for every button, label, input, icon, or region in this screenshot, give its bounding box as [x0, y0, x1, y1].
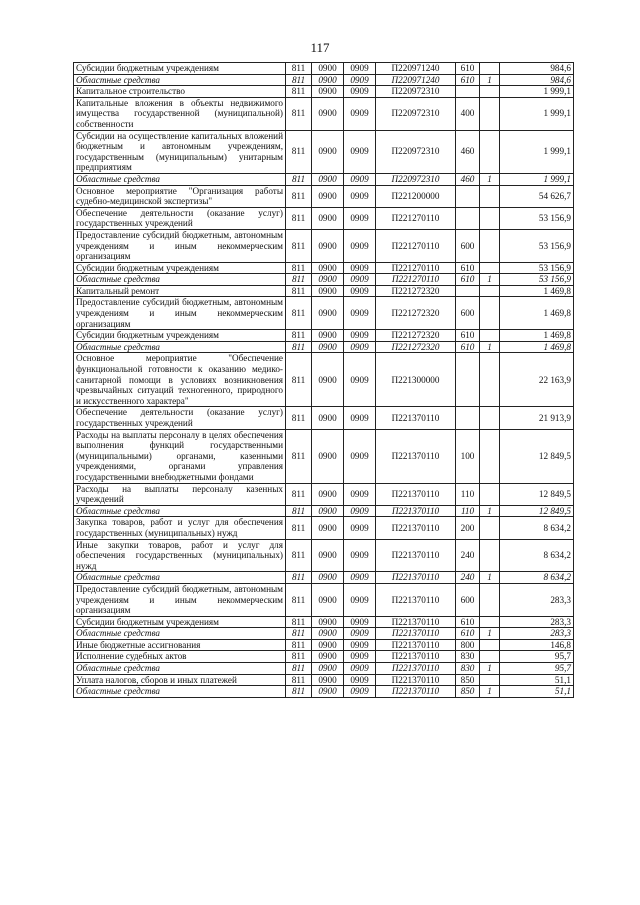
- amount-cell: 51,1: [500, 674, 574, 686]
- section-code-cell: 0900: [312, 505, 344, 517]
- expense-type-cell: 800: [456, 639, 480, 651]
- table-row-regional-funds: [74, 341, 574, 353]
- subsection-code-cell: 0909: [344, 517, 376, 539]
- subsection-code-cell: 0909: [344, 229, 376, 262]
- subsection-code-cell: 0909: [344, 505, 376, 517]
- fund-source-cell: [480, 185, 500, 207]
- target-article-cell: П220972310: [376, 86, 456, 98]
- budget-table-body: [74, 63, 574, 698]
- expense-type-cell: 600: [456, 297, 480, 330]
- item-name-cell: Субсидии бюджетным учреждениям: [74, 330, 286, 342]
- subsection-code-cell: 0909: [344, 262, 376, 274]
- table-row: [74, 539, 574, 572]
- ministry-code-cell: 811: [286, 628, 312, 640]
- item-name-cell: Областные средства: [74, 274, 286, 286]
- table-row-regional-funds: [74, 274, 574, 286]
- section-code-cell: 0900: [312, 130, 344, 173]
- fund-source-cell: 1: [480, 341, 500, 353]
- item-name-cell: Субсидии бюджетным учреждениям: [74, 616, 286, 628]
- item-name-cell: Областные средства: [74, 686, 286, 698]
- ministry-code-cell: 811: [286, 207, 312, 229]
- table-row: [74, 185, 574, 207]
- fund-source-cell: [480, 651, 500, 663]
- table-row: [74, 207, 574, 229]
- section-code-cell: 0900: [312, 407, 344, 429]
- target-article-cell: П221370110: [376, 407, 456, 429]
- section-code-cell: 0900: [312, 274, 344, 286]
- item-name-cell: Областные средства: [74, 173, 286, 185]
- section-code-cell: 0900: [312, 663, 344, 675]
- expense-type-cell: 240: [456, 572, 480, 584]
- table-row-regional-funds: [74, 628, 574, 640]
- fund-source-cell: 1: [480, 663, 500, 675]
- expense-type-cell: 200: [456, 517, 480, 539]
- section-code-cell: 0900: [312, 686, 344, 698]
- item-name-cell: Капитальное строительство: [74, 86, 286, 98]
- item-name-cell: Областные средства: [74, 505, 286, 517]
- table-row-regional-funds: [74, 173, 574, 185]
- subsection-code-cell: 0909: [344, 651, 376, 663]
- target-article-cell: П221370110: [376, 429, 456, 483]
- fund-source-cell: [480, 63, 500, 75]
- budget-table: [73, 62, 574, 698]
- section-code-cell: 0900: [312, 229, 344, 262]
- page-number: 117: [310, 40, 330, 55]
- fund-source-cell: [480, 616, 500, 628]
- ministry-code-cell: 811: [286, 297, 312, 330]
- ministry-code-cell: 811: [286, 74, 312, 86]
- expense-type-cell: 610: [456, 341, 480, 353]
- table-row-regional-funds: [74, 74, 574, 86]
- target-article-cell: П221200000: [376, 185, 456, 207]
- amount-cell: 53 156,9: [500, 274, 574, 286]
- ministry-code-cell: 811: [286, 572, 312, 584]
- subsection-code-cell: 0909: [344, 63, 376, 75]
- target-article-cell: П221370110: [376, 651, 456, 663]
- expense-type-cell: 400: [456, 97, 480, 130]
- amount-cell: 8 634,2: [500, 517, 574, 539]
- target-article-cell: П221370110: [376, 517, 456, 539]
- target-article-cell: П221270110: [376, 207, 456, 229]
- ministry-code-cell: 811: [286, 663, 312, 675]
- target-article-cell: П221270110: [376, 229, 456, 262]
- item-name-cell: Областные средства: [74, 663, 286, 675]
- expense-type-cell: 110: [456, 483, 480, 505]
- amount-cell: 984,6: [500, 74, 574, 86]
- item-name-cell: Субсидии бюджетным учреждениям: [74, 262, 286, 274]
- ministry-code-cell: 811: [286, 262, 312, 274]
- target-article-cell: П221300000: [376, 353, 456, 407]
- table-row: [74, 285, 574, 297]
- ministry-code-cell: 811: [286, 330, 312, 342]
- amount-cell: 95,7: [500, 651, 574, 663]
- fund-source-cell: [480, 262, 500, 274]
- fund-source-cell: [480, 539, 500, 572]
- target-article-cell: П220971240: [376, 74, 456, 86]
- item-name-cell: Обеспечение деятельности (оказание услуг) государственных учреждений: [74, 407, 286, 429]
- table-row: [74, 616, 574, 628]
- amount-cell: 22 163,9: [500, 353, 574, 407]
- amount-cell: 8 634,2: [500, 572, 574, 584]
- target-article-cell: П221270110: [376, 262, 456, 274]
- section-code-cell: 0900: [312, 628, 344, 640]
- amount-cell: 1 469,8: [500, 341, 574, 353]
- fund-source-cell: 1: [480, 628, 500, 640]
- item-name-cell: Предоставление субсидий бюджетным, автономным учреждениям и иным некоммерческим организациям: [74, 229, 286, 262]
- expense-type-cell: 600: [456, 583, 480, 616]
- target-article-cell: П221272320: [376, 330, 456, 342]
- ministry-code-cell: 811: [286, 407, 312, 429]
- ministry-code-cell: 811: [286, 86, 312, 98]
- subsection-code-cell: 0909: [344, 483, 376, 505]
- subsection-code-cell: 0909: [344, 616, 376, 628]
- section-code-cell: 0900: [312, 173, 344, 185]
- fund-source-cell: [480, 97, 500, 130]
- expense-type-cell: 610: [456, 262, 480, 274]
- fund-source-cell: [480, 330, 500, 342]
- table-row: [74, 407, 574, 429]
- ministry-code-cell: 811: [286, 583, 312, 616]
- fund-source-cell: [480, 674, 500, 686]
- item-name-cell: Капитальные вложения в объекты недвижимого имущества государственной (муниципальной) собственности: [74, 97, 286, 130]
- target-article-cell: П221370110: [376, 663, 456, 675]
- target-article-cell: П221270110: [376, 274, 456, 286]
- fund-source-cell: 1: [480, 74, 500, 86]
- expense-type-cell: 610: [456, 616, 480, 628]
- item-name-cell: Исполнение судебных актов: [74, 651, 286, 663]
- subsection-code-cell: 0909: [344, 674, 376, 686]
- expense-type-cell: 610: [456, 330, 480, 342]
- section-code-cell: 0900: [312, 341, 344, 353]
- expense-type-cell: 110: [456, 505, 480, 517]
- section-code-cell: 0900: [312, 63, 344, 75]
- target-article-cell: П220972310: [376, 130, 456, 173]
- ministry-code-cell: 811: [286, 651, 312, 663]
- table-row-regional-funds: [74, 686, 574, 698]
- table-row: [74, 517, 574, 539]
- target-article-cell: П221370110: [376, 674, 456, 686]
- section-code-cell: 0900: [312, 97, 344, 130]
- expense-type-cell: [456, 207, 480, 229]
- amount-cell: 146,8: [500, 639, 574, 651]
- table-row: [74, 651, 574, 663]
- subsection-code-cell: 0909: [344, 97, 376, 130]
- fund-source-cell: [480, 297, 500, 330]
- target-article-cell: П221370110: [376, 505, 456, 517]
- amount-cell: 12 849,5: [500, 483, 574, 505]
- ministry-code-cell: 811: [286, 686, 312, 698]
- section-code-cell: 0900: [312, 285, 344, 297]
- subsection-code-cell: 0909: [344, 297, 376, 330]
- ministry-code-cell: 811: [286, 517, 312, 539]
- expense-type-cell: 240: [456, 539, 480, 572]
- fund-source-cell: [480, 285, 500, 297]
- target-article-cell: П221272320: [376, 341, 456, 353]
- subsection-code-cell: 0909: [344, 639, 376, 651]
- target-article-cell: П221370110: [376, 616, 456, 628]
- expense-type-cell: 460: [456, 130, 480, 173]
- item-name-cell: Уплата налогов, сборов и иных платежей: [74, 674, 286, 686]
- section-code-cell: 0900: [312, 353, 344, 407]
- target-article-cell: П221370110: [376, 628, 456, 640]
- fund-source-cell: 1: [480, 173, 500, 185]
- ministry-code-cell: 811: [286, 639, 312, 651]
- subsection-code-cell: 0909: [344, 583, 376, 616]
- amount-cell: 1 999,1: [500, 173, 574, 185]
- section-code-cell: 0900: [312, 674, 344, 686]
- table-row: [74, 130, 574, 173]
- expense-type-cell: 610: [456, 274, 480, 286]
- expense-type-cell: [456, 353, 480, 407]
- subsection-code-cell: 0909: [344, 86, 376, 98]
- ministry-code-cell: 811: [286, 63, 312, 75]
- expense-type-cell: [456, 285, 480, 297]
- item-name-cell: Основное мероприятие "Организация работы судебно-медицинской экспертизы": [74, 185, 286, 207]
- item-name-cell: Иные бюджетные ассигнования: [74, 639, 286, 651]
- amount-cell: 95,7: [500, 663, 574, 675]
- table-row: [74, 583, 574, 616]
- fund-source-cell: 1: [480, 572, 500, 584]
- subsection-code-cell: 0909: [344, 274, 376, 286]
- ministry-code-cell: 811: [286, 483, 312, 505]
- amount-cell: 53 156,9: [500, 229, 574, 262]
- amount-cell: 53 156,9: [500, 262, 574, 274]
- table-row: [74, 262, 574, 274]
- table-row: [74, 674, 574, 686]
- table-row: [74, 639, 574, 651]
- table-row-regional-funds: [74, 505, 574, 517]
- item-name-cell: Закупка товаров, работ и услуг для обеспечения государственных (муниципальных) нужд: [74, 517, 286, 539]
- section-code-cell: 0900: [312, 185, 344, 207]
- subsection-code-cell: 0909: [344, 341, 376, 353]
- ministry-code-cell: 811: [286, 229, 312, 262]
- target-article-cell: П221272320: [376, 297, 456, 330]
- amount-cell: 1 999,1: [500, 130, 574, 173]
- amount-cell: 51,1: [500, 686, 574, 698]
- table-row-regional-funds: [74, 663, 574, 675]
- item-name-cell: Расходы на выплаты персоналу в целях обеспечения выполнения функций государственными (муниципальными) органами, казенными учреждениями, органами управления государственными внебюджетными фондами: [74, 429, 286, 483]
- ministry-code-cell: 811: [286, 539, 312, 572]
- ministry-code-cell: 811: [286, 429, 312, 483]
- table-row: [74, 229, 574, 262]
- item-name-cell: Обеспечение деятельности (оказание услуг) государственных учреждений: [74, 207, 286, 229]
- expense-type-cell: 850: [456, 686, 480, 698]
- section-code-cell: 0900: [312, 429, 344, 483]
- fund-source-cell: [480, 207, 500, 229]
- fund-source-cell: [480, 483, 500, 505]
- expense-type-cell: 600: [456, 229, 480, 262]
- amount-cell: 53 156,9: [500, 207, 574, 229]
- item-name-cell: Предоставление субсидий бюджетным, автономным учреждениям и иным некоммерческим организациям: [74, 297, 286, 330]
- target-article-cell: П220971240: [376, 63, 456, 75]
- amount-cell: 283,3: [500, 583, 574, 616]
- section-code-cell: 0900: [312, 639, 344, 651]
- table-row: [74, 353, 574, 407]
- section-code-cell: 0900: [312, 583, 344, 616]
- section-code-cell: 0900: [312, 572, 344, 584]
- expense-type-cell: [456, 407, 480, 429]
- expense-type-cell: 610: [456, 74, 480, 86]
- target-article-cell: П221272320: [376, 285, 456, 297]
- table-row-regional-funds: [74, 572, 574, 584]
- fund-source-cell: [480, 130, 500, 173]
- section-code-cell: 0900: [312, 86, 344, 98]
- fund-source-cell: [480, 229, 500, 262]
- section-code-cell: 0900: [312, 651, 344, 663]
- amount-cell: 283,3: [500, 628, 574, 640]
- target-article-cell: П220972310: [376, 97, 456, 130]
- section-code-cell: 0900: [312, 74, 344, 86]
- subsection-code-cell: 0909: [344, 539, 376, 572]
- amount-cell: 984,6: [500, 63, 574, 75]
- item-name-cell: Областные средства: [74, 74, 286, 86]
- target-article-cell: П221370110: [376, 639, 456, 651]
- subsection-code-cell: 0909: [344, 429, 376, 483]
- subsection-code-cell: 0909: [344, 628, 376, 640]
- ministry-code-cell: 811: [286, 353, 312, 407]
- amount-cell: 1 469,8: [500, 330, 574, 342]
- ministry-code-cell: 811: [286, 274, 312, 286]
- subsection-code-cell: 0909: [344, 663, 376, 675]
- ministry-code-cell: 811: [286, 341, 312, 353]
- table-row: [74, 483, 574, 505]
- fund-source-cell: [480, 86, 500, 98]
- section-code-cell: 0900: [312, 330, 344, 342]
- item-name-cell: Расходы на выплаты персоналу казенных учреждений: [74, 483, 286, 505]
- subsection-code-cell: 0909: [344, 207, 376, 229]
- amount-cell: 8 634,2: [500, 539, 574, 572]
- item-name-cell: Субсидии на осуществление капитальных вложений бюджетным и автономным учреждениям, государственным (муниципальным) унитарным предприятиям: [74, 130, 286, 173]
- expense-type-cell: 610: [456, 628, 480, 640]
- table-row: [74, 297, 574, 330]
- target-article-cell: П221370110: [376, 572, 456, 584]
- section-code-cell: 0900: [312, 616, 344, 628]
- amount-cell: 12 849,5: [500, 429, 574, 483]
- section-code-cell: 0900: [312, 297, 344, 330]
- ministry-code-cell: 811: [286, 173, 312, 185]
- fund-source-cell: 1: [480, 274, 500, 286]
- ministry-code-cell: 811: [286, 97, 312, 130]
- table-row: [74, 330, 574, 342]
- target-article-cell: П221370110: [376, 539, 456, 572]
- ministry-code-cell: 811: [286, 185, 312, 207]
- fund-source-cell: [480, 583, 500, 616]
- ministry-code-cell: 811: [286, 674, 312, 686]
- amount-cell: 12 849,5: [500, 505, 574, 517]
- item-name-cell: Областные средства: [74, 572, 286, 584]
- target-article-cell: П221370110: [376, 686, 456, 698]
- subsection-code-cell: 0909: [344, 353, 376, 407]
- expense-type-cell: 100: [456, 429, 480, 483]
- ministry-code-cell: 811: [286, 616, 312, 628]
- target-article-cell: П221370110: [376, 583, 456, 616]
- table-row: [74, 63, 574, 75]
- section-code-cell: 0900: [312, 517, 344, 539]
- subsection-code-cell: 0909: [344, 185, 376, 207]
- section-code-cell: 0900: [312, 262, 344, 274]
- expense-type-cell: 460: [456, 173, 480, 185]
- subsection-code-cell: 0909: [344, 686, 376, 698]
- amount-cell: 1 469,8: [500, 297, 574, 330]
- fund-source-cell: [480, 639, 500, 651]
- expense-type-cell: [456, 86, 480, 98]
- section-code-cell: 0900: [312, 483, 344, 505]
- target-article-cell: П220972310: [376, 173, 456, 185]
- amount-cell: 21 913,9: [500, 407, 574, 429]
- item-name-cell: Областные средства: [74, 341, 286, 353]
- item-name-cell: Основное мероприятие "Обеспечение функциональной готовности к оказанию медико-санитарной помощи в условиях возникновения чрезвычайных ситуаций техногенного, природного и искусственного характера": [74, 353, 286, 407]
- amount-cell: 54 626,7: [500, 185, 574, 207]
- ministry-code-cell: 811: [286, 505, 312, 517]
- fund-source-cell: 1: [480, 505, 500, 517]
- item-name-cell: Предоставление субсидий бюджетным, автономным учреждениям и иным некоммерческим организациям: [74, 583, 286, 616]
- fund-source-cell: [480, 517, 500, 539]
- ministry-code-cell: 811: [286, 130, 312, 173]
- item-name-cell: Субсидии бюджетным учреждениям: [74, 63, 286, 75]
- item-name-cell: Капитальный ремонт: [74, 285, 286, 297]
- subsection-code-cell: 0909: [344, 330, 376, 342]
- expense-type-cell: [456, 185, 480, 207]
- table-row: [74, 97, 574, 130]
- subsection-code-cell: 0909: [344, 572, 376, 584]
- amount-cell: 1 469,8: [500, 285, 574, 297]
- table-row: [74, 86, 574, 98]
- fund-source-cell: [480, 353, 500, 407]
- amount-cell: 283,3: [500, 616, 574, 628]
- expense-type-cell: 830: [456, 663, 480, 675]
- expense-type-cell: 610: [456, 63, 480, 75]
- subsection-code-cell: 0909: [344, 74, 376, 86]
- amount-cell: 1 999,1: [500, 97, 574, 130]
- subsection-code-cell: 0909: [344, 130, 376, 173]
- fund-source-cell: 1: [480, 686, 500, 698]
- section-code-cell: 0900: [312, 207, 344, 229]
- fund-source-cell: [480, 407, 500, 429]
- expense-type-cell: 830: [456, 651, 480, 663]
- subsection-code-cell: 0909: [344, 173, 376, 185]
- expense-type-cell: 850: [456, 674, 480, 686]
- item-name-cell: Областные средства: [74, 628, 286, 640]
- section-code-cell: 0900: [312, 539, 344, 572]
- table-row: [74, 429, 574, 483]
- item-name-cell: Иные закупки товаров, работ и услуг для обеспечения государственных (муниципальных) нужд: [74, 539, 286, 572]
- target-article-cell: П221370110: [376, 483, 456, 505]
- fund-source-cell: [480, 429, 500, 483]
- subsection-code-cell: 0909: [344, 285, 376, 297]
- ministry-code-cell: 811: [286, 285, 312, 297]
- amount-cell: 1 999,1: [500, 86, 574, 98]
- subsection-code-cell: 0909: [344, 407, 376, 429]
